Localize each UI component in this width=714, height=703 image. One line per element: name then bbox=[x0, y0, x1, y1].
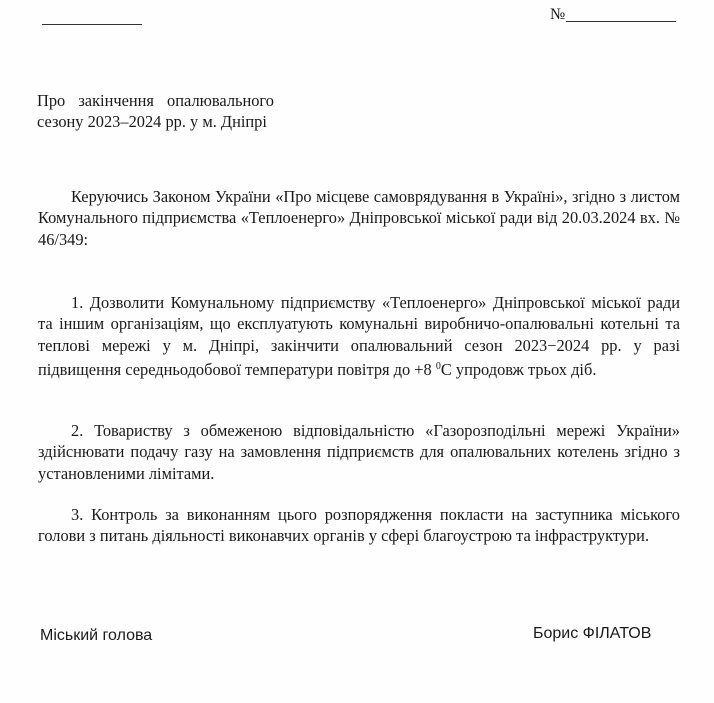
signatory-name: Борис ФІЛАТОВ bbox=[533, 625, 652, 642]
clause-2-paragraph: 2. Товариству з обмеженою відповідальністю «Газорозподільні мережі України» здійснювати подачу газу на замовлення підприємств для опалювальних котелень згідно з установленими лімітами. bbox=[38, 421, 680, 483]
document-subject bbox=[37, 90, 337, 132]
number-blank-line bbox=[566, 21, 676, 22]
subject-line-2: сезону 2023–2024 рр. у м. Дніпрі bbox=[37, 112, 267, 131]
clause-1-main-text: 1. Дозволити Комунальному підприємству «Теплоенерго» Дніпровської міської ради та іншим організаціям, що експлуатують комунальні виробничо-опалювальні котельні та теплові мережі у м. Дніпрі, закінчити опалювальний сезон 2023−2024 рр. у разі підвищення середньодобової температури повітря до +8 bbox=[38, 293, 680, 379]
number-sign: № bbox=[550, 6, 566, 23]
date-blank-line bbox=[42, 24, 142, 25]
clause-3-paragraph: 3. Контроль за виконанням цього розпорядження покласти на заступника міського голови з питань діяльності виконавчих органів у сфері благоустрою та інфраструктури. bbox=[38, 505, 680, 546]
subject-line-1: Про закінчення опалювального bbox=[37, 91, 274, 110]
signatory-title: Міський голова bbox=[40, 627, 153, 644]
degree-superscript: 0 bbox=[435, 360, 441, 372]
clause-1-paragraph bbox=[38, 292, 680, 380]
clause-1-tail-text: С упродовж трьох діб. bbox=[440, 359, 597, 379]
intro-paragraph: Керуючись Законом України «Про місцеве самоврядування в Україні», згідно з листом Комунального підприємства «Теплоенерго» Дніпровської міської ради від 20.03.2024 вх. № 46/349: bbox=[38, 187, 680, 249]
